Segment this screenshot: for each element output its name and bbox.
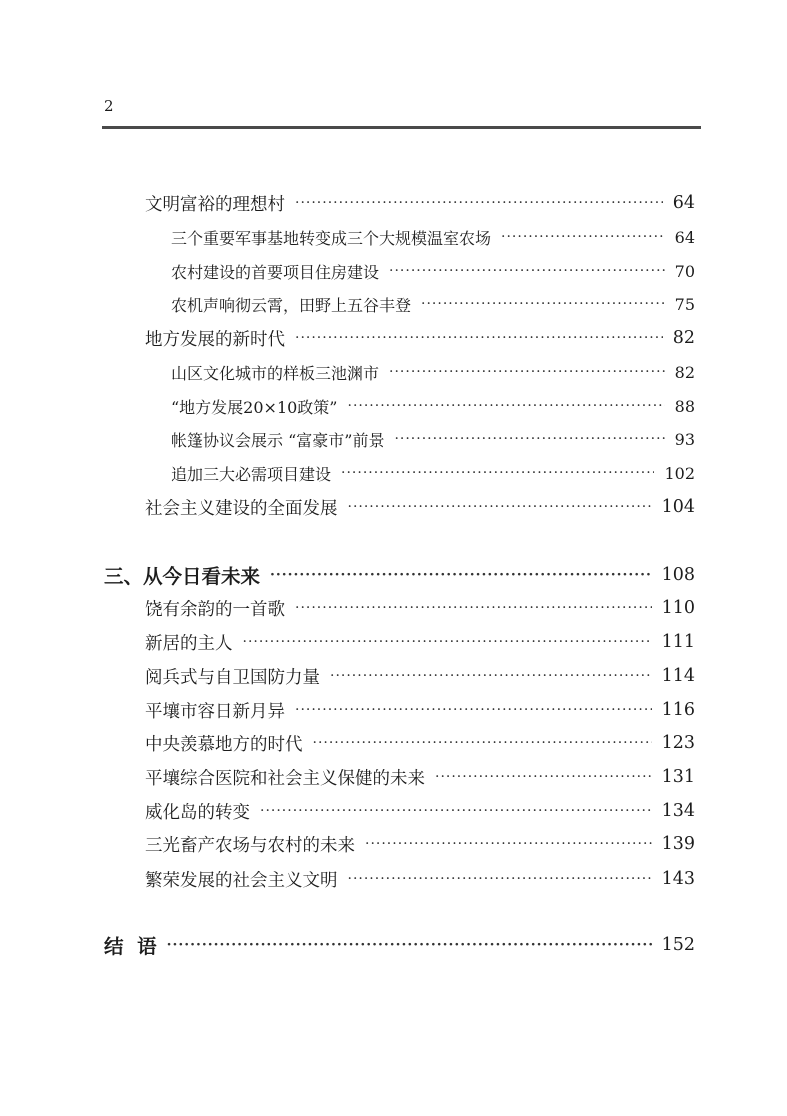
toc-section-title: 三、从今日看未来 [104, 565, 261, 588]
leader-dots [389, 256, 665, 286]
leader-dots [295, 695, 652, 725]
toc-entry[interactable] [171, 424, 695, 454]
toc-entry-title: 三光畜产农场与农村的未来 [145, 835, 355, 856]
toc-entry[interactable] [171, 357, 695, 387]
toc-entry-title: 平壤市容日新月异 [145, 701, 285, 722]
toc-entry-page: 134 [661, 801, 695, 821]
toc-entry-title: 追加三大必需项目建设 [171, 464, 332, 484]
toc-entry-title: 阅兵式与自卫国防力量 [145, 667, 320, 688]
toc-entry-page: 102 [664, 463, 695, 483]
toc-entry-page: 123 [661, 733, 695, 753]
toc-entry-title: “地方发展20×10政策” [171, 397, 338, 417]
leader-dots [348, 492, 652, 522]
toc-entry-title: 威化岛的转变 [145, 802, 250, 823]
toc-entry-page: 114 [661, 666, 695, 686]
toc-entry-page: 143 [661, 869, 695, 889]
toc-entry[interactable] [145, 864, 695, 894]
toc-entry[interactable] [171, 222, 695, 252]
toc-entry-title: 帐篷协议会展示 “富豪市”前景 [171, 430, 385, 450]
leader-dots [295, 593, 652, 623]
toc-entry-title: 山区文化城市的样板三池渊市 [171, 363, 380, 383]
toc-entry[interactable] [145, 627, 695, 657]
leader-dots [270, 560, 652, 590]
toc-section-page: 108 [661, 565, 695, 585]
toc-entry-page: 88 [674, 396, 695, 416]
toc-entry-page: 82 [672, 328, 695, 348]
toc-entry-page: 75 [674, 294, 695, 314]
toc-entry-page: 64 [674, 227, 695, 247]
leader-dots [421, 289, 665, 319]
leader-dots [167, 930, 652, 960]
toc-entry-title: 社会主义建设的全面发展 [145, 498, 338, 519]
leader-dots [295, 323, 663, 353]
toc-entry-page: 111 [661, 632, 695, 652]
leader-dots [243, 627, 652, 657]
leader-dots [330, 661, 652, 691]
leader-dots [365, 829, 652, 859]
leader-dots [348, 391, 665, 421]
toc-entry-title: 中央羡慕地方的时代 [145, 734, 303, 755]
toc-entry[interactable] [145, 323, 695, 353]
toc-entry-title: 新居的主人 [145, 633, 233, 654]
toc-entry[interactable] [145, 593, 695, 623]
toc-entry[interactable] [145, 695, 695, 725]
toc-entry-title: 三个重要军事基地转变成三个大规模温室农场 [171, 228, 492, 248]
toc-entry-page: 82 [674, 362, 695, 382]
toc-entry[interactable] [171, 458, 695, 488]
toc-section-title: 结 语 [104, 935, 157, 958]
toc-entry-title: 农机声响彻云霄，田野上五谷丰登 [171, 295, 412, 315]
leader-dots [260, 796, 652, 826]
toc-entry[interactable] [145, 492, 695, 522]
toc-entry-page: 70 [674, 261, 695, 281]
leader-dots [394, 424, 664, 454]
toc-entry-title: 农村建设的首要项目住房建设 [171, 262, 380, 282]
toc-entry-title: 平壤综合医院和社会主义保健的未来 [145, 768, 425, 789]
toc-entry[interactable] [171, 391, 695, 421]
toc-entry-page: 131 [661, 767, 695, 787]
toc-section-heading[interactable] [104, 930, 695, 960]
toc-entry[interactable] [145, 728, 695, 758]
toc-entry-page: 93 [674, 429, 695, 449]
toc-entry-page: 64 [672, 193, 695, 213]
toc-entry-page: 104 [661, 497, 695, 517]
leader-dots [435, 762, 652, 792]
leader-dots [295, 188, 663, 218]
toc-entry-page: 139 [661, 834, 695, 854]
toc-entry[interactable] [171, 256, 695, 286]
toc-entry-title: 文明富裕的理想村 [145, 194, 285, 215]
toc-entry-title: 地方发展的新时代 [145, 329, 285, 350]
leader-dots [341, 458, 654, 488]
toc-section-page: 152 [661, 935, 695, 955]
toc-entry-page: 116 [661, 700, 695, 720]
toc-entry-page: 110 [661, 598, 695, 618]
leader-dots [501, 222, 665, 252]
leader-dots [348, 864, 652, 894]
toc-entry-title: 繁荣发展的社会主义文明 [145, 870, 338, 891]
page-number: 2 [104, 97, 114, 115]
toc-entry[interactable] [145, 829, 695, 859]
toc-entry[interactable] [145, 188, 695, 218]
toc-entry[interactable] [145, 796, 695, 826]
leader-dots [389, 357, 665, 387]
leader-dots [313, 728, 652, 758]
toc-entry-title: 饶有余韵的一首歌 [145, 599, 285, 620]
toc-entry[interactable] [145, 762, 695, 792]
toc-entry[interactable] [145, 661, 695, 691]
toc-section-heading[interactable] [104, 560, 695, 590]
toc-entry[interactable] [171, 289, 695, 319]
